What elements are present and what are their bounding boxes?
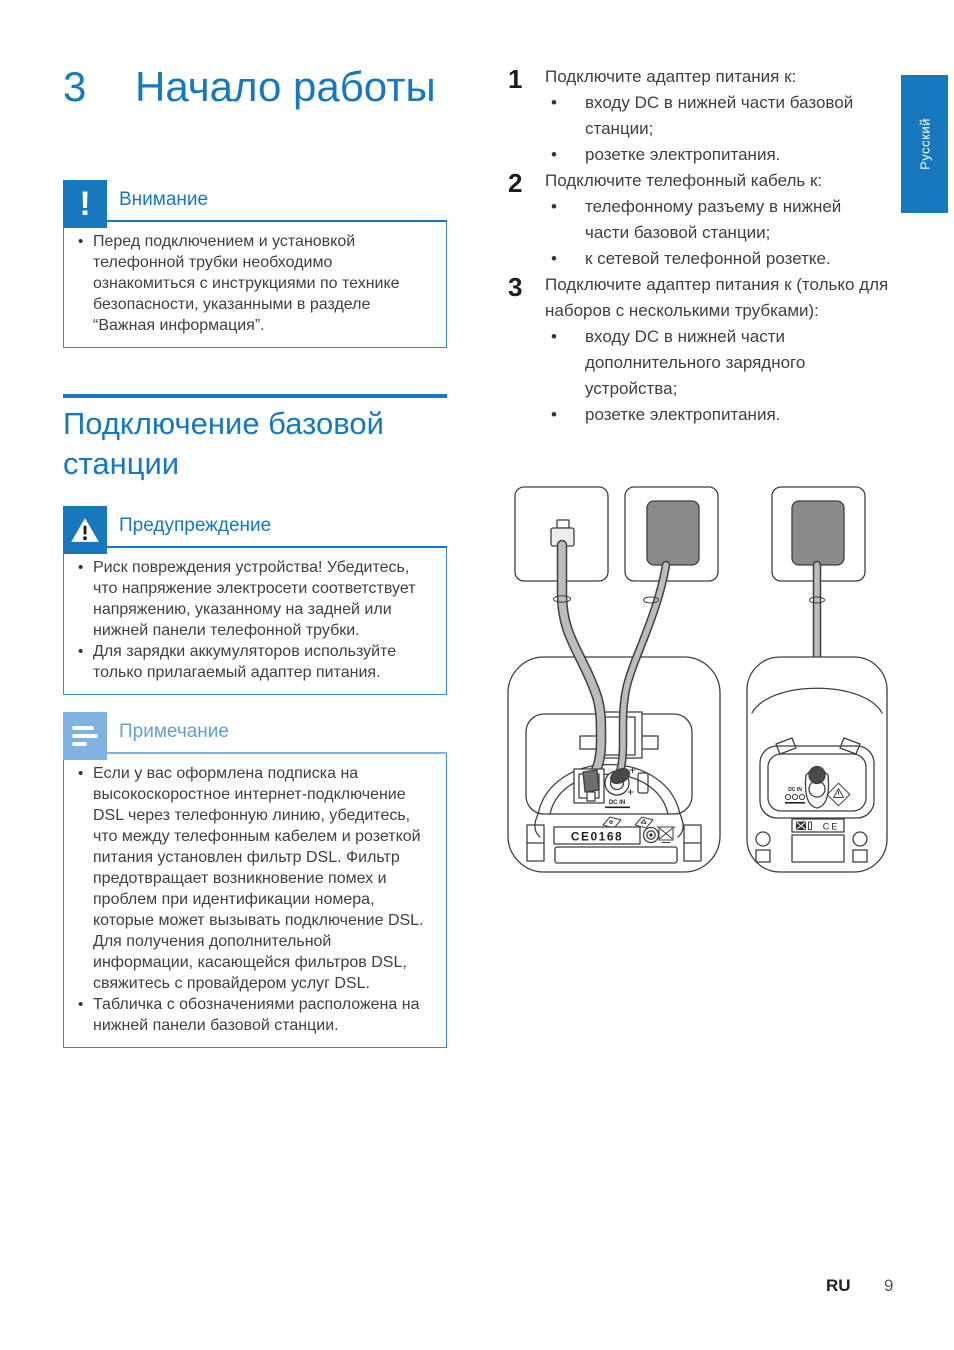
note-header: [63, 712, 447, 754]
chapter-title: [63, 64, 447, 110]
warning-box: [63, 506, 447, 695]
step-bullet: • телефонному разъему в нижней части базовой станции;: [545, 194, 890, 246]
step-number: 3: [508, 272, 523, 302]
note-label: Примечание: [119, 721, 229, 742]
step-bullet: • розетке электропитания.: [545, 402, 890, 428]
connection-diagram: [500, 478, 890, 878]
footer-page-number: 9: [884, 1276, 894, 1295]
warning-item: • Для зарядки аккумуляторов используйте только прилагаемый адаптер питания.: [76, 641, 434, 683]
charger-bottom: [747, 657, 887, 872]
step-item: [508, 64, 890, 168]
charger-dc-in-label: DC IN: [788, 787, 802, 793]
svg-text:CE0168: CE0168: [570, 829, 624, 844]
note-lines-icon: [63, 712, 107, 760]
warning-label: Предупреждение: [119, 515, 272, 536]
base-dc-in-label: DC IN: [608, 800, 626, 806]
step-bullet: • входу DC в нижней части базовой станции;: [545, 90, 890, 142]
left-column: [63, 0, 447, 1048]
warning-item: • Риск повреждения устройства! Убедитесь, что напряжение электросети соответствует напряжению, указанному на задней или нижней панели телефонной трубки.: [76, 557, 434, 641]
language-tab: [901, 75, 948, 213]
chapter-title-text: Начало работы: [135, 63, 436, 110]
chapter-number: 3: [63, 63, 87, 110]
exclamation-icon: !: [63, 180, 107, 228]
step-text: Подключите телефонный кабель к:: [545, 171, 823, 190]
step-item: [508, 168, 890, 272]
steps-list: [508, 64, 890, 428]
step-text: Подключите адаптер питания к (только для наборов с несколькими трубками):: [545, 275, 889, 320]
note-item: • Табличка с обозначениями расположена на нижней панели базовой станции.: [76, 994, 434, 1036]
step-bullet: • розетке электропитания.: [545, 142, 890, 168]
step-item: [508, 272, 890, 428]
base-phone-port: [574, 769, 604, 803]
step-bullet: • к сетевой телефонной розетке.: [545, 246, 890, 272]
note-item: • Если у вас оформлена подписка на высокоскоростное интернет-подключение DSL через телефонную линию, убедитесь, что между телефонным кабелем и розеткой питания установлен фильтр DSL. Фильтр предотвращает возникновение помех и проблем при идентификации номера, которые может вызывать подключение DSL. Для получения дополнительной информации, касающейся фильтров DSL, свяжитесь с провайдером услуг DSL.: [76, 763, 434, 994]
language-tab-label: Русский: [917, 118, 932, 170]
section-rule: [63, 394, 447, 398]
step-text: Подключите адаптер питания к:: [545, 67, 797, 86]
right-column: [508, 0, 890, 428]
caution-body: [63, 222, 447, 348]
power-outlet-left: [625, 487, 718, 581]
base-ce-label: [554, 827, 640, 844]
note-box: [63, 712, 447, 1048]
step-number: 1: [508, 64, 523, 94]
charger-ce-label: [792, 819, 844, 832]
warning-triangle-icon: [63, 506, 107, 554]
warning-body: [63, 548, 447, 695]
section-heading: Подключение базовой станции: [63, 406, 384, 481]
caution-box: [63, 180, 447, 348]
caution-label: Внимание: [119, 189, 209, 210]
svg-text:CE: CE: [822, 821, 840, 832]
step-number: 2: [508, 168, 523, 198]
note-body: [63, 754, 447, 1048]
warning-header: [63, 506, 447, 548]
caution-header: [63, 180, 447, 222]
step-bullet: • входу DC в нижней части дополнительного зарядного устройства;: [545, 324, 890, 402]
caution-item: • Перед подключением и установкой телефонной трубки необходимо ознакомиться с инструкциями по технике безопасности, указанными в разделе “Важная информация”.: [76, 231, 434, 336]
footer-language: RU: [826, 1276, 851, 1295]
